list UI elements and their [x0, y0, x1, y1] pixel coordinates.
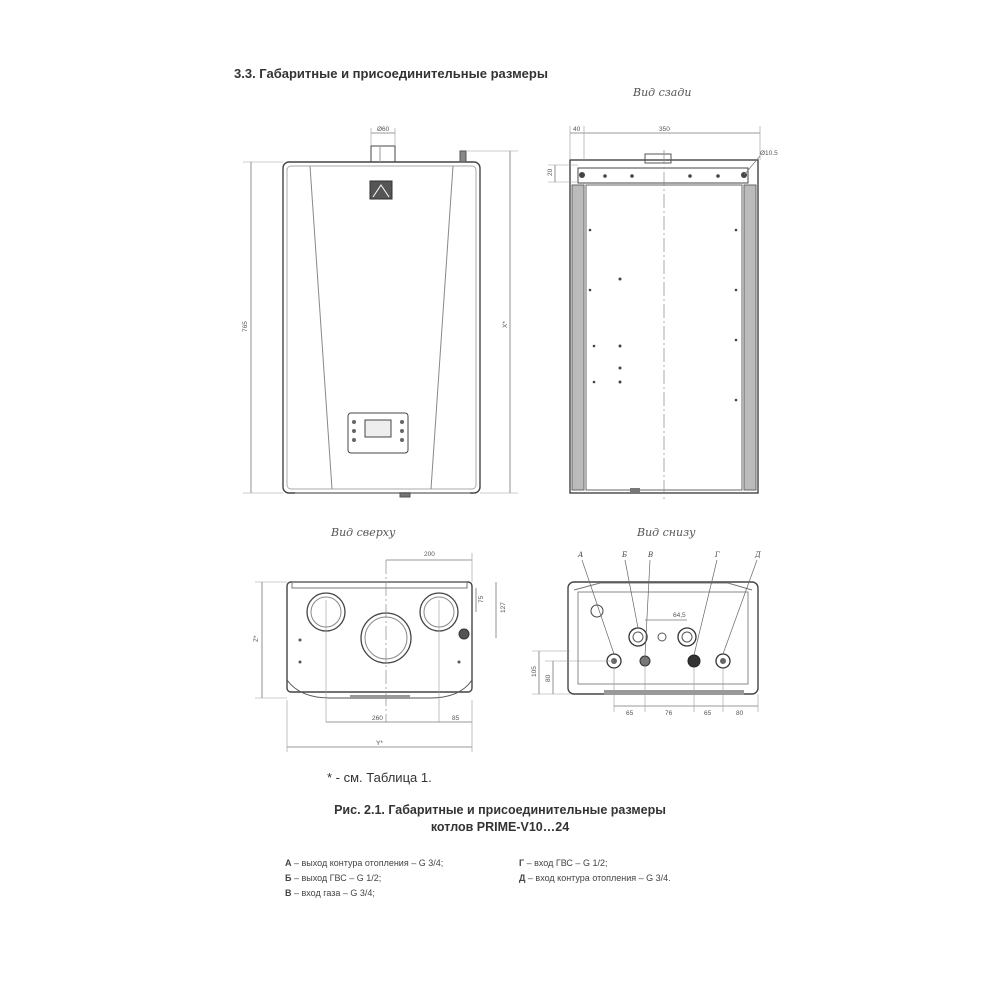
legend-item-d: Д – вход контура отопления – G 3/4. [519, 873, 671, 883]
legend-item-a: А – выход контура отопления – G 3/4; [285, 858, 444, 868]
dim-top-center: 200 [424, 551, 435, 558]
dim-front-height-star: Х* [502, 321, 509, 328]
dim-bottom-65b: 65 [704, 710, 712, 717]
legend-item-g: Г – вход ГВС – G 1/2; [519, 858, 608, 868]
dim-bottom-h2: 80 [545, 674, 552, 682]
pipe-g-upper [678, 628, 696, 646]
top-body [287, 582, 472, 692]
display [365, 420, 391, 437]
label-g: Г [715, 551, 720, 559]
front-view [243, 128, 518, 497]
pipe-b [629, 628, 647, 646]
label-v: В [648, 551, 654, 559]
top-view [255, 553, 496, 752]
view-label-back: Вид сзади [633, 86, 692, 99]
dim-front-flue: Ø60 [377, 126, 390, 133]
pipe-v [640, 656, 650, 666]
dim-bottom-65a: 65 [626, 710, 634, 717]
dim-top-a: 75 [478, 595, 485, 603]
dim-top-y: Y* [376, 740, 383, 747]
bottom-view [532, 560, 758, 712]
dim-bottom-76: 76 [665, 710, 673, 717]
flue-pipe [371, 146, 395, 162]
dim-top-85: 85 [452, 715, 460, 722]
view-label-bottom: Вид снизу [637, 526, 696, 539]
dim-bottom-645: 64,5 [673, 612, 686, 619]
dim-back-small: 20 [547, 168, 554, 176]
dim-top-260: 260 [372, 715, 383, 722]
view-label-top: Вид сверху [331, 526, 396, 539]
label-a: А [578, 551, 584, 559]
section-title: 3.3. Габаритные и присоединительные размеры [234, 66, 548, 81]
dim-back-offset: 40 [573, 126, 581, 133]
figure-caption-line2: котлов PRIME-V10…24 [430, 820, 570, 834]
dim-top-b: 127 [500, 602, 507, 613]
front-body [283, 162, 480, 493]
legend-item-v: В – вход газа – G 3/4; [285, 888, 375, 898]
figure-caption-line1: Рис. 2.1. Габаритные и присоединительные размеры [334, 803, 666, 817]
dim-back-hole: Ø10.5 [760, 150, 778, 157]
label-d: Д [755, 551, 761, 559]
back-view [548, 126, 760, 500]
table-note: * - см. Таблица 1. [327, 770, 432, 785]
dim-top-depth: Z* [253, 635, 260, 642]
bottom-body [568, 582, 758, 694]
dim-back-width: 350 [659, 126, 670, 133]
legend-item-b: Б – выход ГВС – G 1/2; [285, 873, 382, 883]
pipe-g [688, 655, 700, 667]
dim-bottom-h1: 105 [531, 666, 538, 677]
dim-bottom-80: 80 [736, 710, 744, 717]
dim-front-height: 765 [242, 321, 249, 332]
label-b: Б [622, 551, 628, 559]
